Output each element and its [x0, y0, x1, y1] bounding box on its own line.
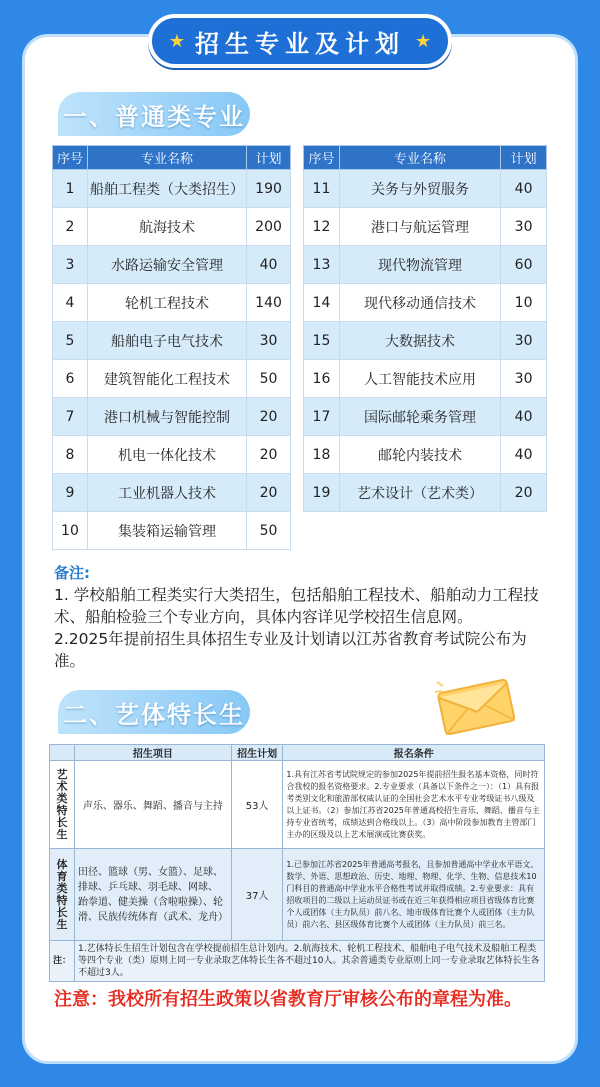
row-plan: 50: [247, 512, 291, 550]
table-row: [304, 360, 547, 398]
row-plan: 60: [501, 246, 547, 284]
row-major-name: 船舶工程类（大类招生）: [87, 170, 246, 208]
row-index: 1: [53, 170, 88, 208]
row-index: 18: [304, 436, 340, 474]
row-plan: 30: [501, 208, 547, 246]
header-major: 专业名称: [87, 146, 246, 170]
row-major-name: 港口与航运管理: [339, 208, 500, 246]
row-index: 6: [53, 360, 88, 398]
major-table-right: [303, 145, 547, 512]
row-index: 5: [53, 322, 88, 360]
row-major-name: 大数据技术: [339, 322, 500, 360]
banner-title-text: 招生专业及计划: [195, 29, 405, 58]
table-row: [53, 246, 291, 284]
row-index: 15: [304, 322, 340, 360]
row-major-name: 现代移动通信技术: [339, 284, 500, 322]
arts-header-category: [50, 745, 75, 761]
arts-conditions: 1.具有江苏省考试院规定的参加2025年提前招生报名基本资格，同时符合我校的报名资格要求。2.专业要求（具备以下条件之一）：（1）具有报考类别文化和旅游部权威认证的全国社会艺术水平专业考级证书八级及以上证书。（2）参加江苏省2025年普通高校招生音乐、舞蹈、播音与主持专业省统考，成绩达到合格线以上。（3）高中阶段参加教育主管部门主办的区级及以上艺术展演或比赛获奖。: [283, 761, 545, 849]
table-row: [53, 436, 291, 474]
table-row: [304, 322, 547, 360]
row-plan: 40: [501, 170, 547, 208]
envelope-icon: [433, 676, 519, 736]
table-row: [53, 360, 291, 398]
row-index: 11: [304, 170, 340, 208]
notes: [54, 562, 554, 672]
row-index: 10: [53, 512, 88, 550]
row-major-name: 国际邮轮乘务管理: [339, 398, 500, 436]
row-index: 2: [53, 208, 88, 246]
sports-category: 体育类特长生: [50, 849, 75, 941]
arts-plan: 53人: [231, 761, 283, 849]
row-major-name: 现代物流管理: [339, 246, 500, 284]
row-major-name: 艺术设计（艺术类）: [339, 474, 500, 512]
table-row: [53, 474, 291, 512]
table-row: [304, 398, 547, 436]
row-index: 3: [53, 246, 88, 284]
row-index: 8: [53, 436, 88, 474]
table-row: [53, 284, 291, 322]
sports-plan: 37人: [231, 849, 283, 941]
table-row: [304, 208, 547, 246]
arts-row: [50, 761, 545, 849]
sports-projects: 田径、篮球（男、女篮）、足球、排球、乒乓球、羽毛球、网球、跆拳道、健美操（含啦啦操）、轮滑、民族传统体育（武术、龙舟）: [75, 849, 232, 941]
row-major-name: 工业机器人技术: [87, 474, 246, 512]
table-row: [304, 170, 547, 208]
row-plan: 190: [247, 170, 291, 208]
header-index: 序号: [53, 146, 88, 170]
footnote-row: [50, 941, 545, 982]
row-major-name: 建筑智能化工程技术: [87, 360, 246, 398]
notes-line-2: 2.2025年提前招生具体招生专业及计划请以江苏省教育考试院公布为准。: [54, 630, 527, 670]
row-major-name: 港口机械与智能控制: [87, 398, 246, 436]
row-plan: 30: [501, 322, 547, 360]
row-index: 4: [53, 284, 88, 322]
row-plan: 20: [247, 436, 291, 474]
row-index: 16: [304, 360, 340, 398]
arts-header-conditions: 报名条件: [283, 745, 545, 761]
row-plan: 40: [501, 436, 547, 474]
row-plan: 50: [247, 360, 291, 398]
arts-header-plan: 招生计划: [231, 745, 283, 761]
row-major-name: 人工智能技术应用: [339, 360, 500, 398]
row-index: 13: [304, 246, 340, 284]
row-plan: 200: [247, 208, 291, 246]
notes-title: 备注:: [54, 564, 90, 582]
sports-row: [50, 849, 545, 941]
header-major: 专业名称: [339, 146, 500, 170]
row-index: 9: [53, 474, 88, 512]
row-major-name: 邮轮内装技术: [339, 436, 500, 474]
section2-title: 二、艺体特长生: [58, 690, 250, 734]
table-row: [304, 436, 547, 474]
row-plan: 20: [501, 474, 547, 512]
table-row: [53, 398, 291, 436]
row-plan: 140: [247, 284, 291, 322]
row-major-name: 轮机工程技术: [87, 284, 246, 322]
row-index: 7: [53, 398, 88, 436]
header-plan: 计划: [501, 146, 547, 170]
footnote-label: 注：: [50, 941, 75, 982]
table-row: [53, 208, 291, 246]
row-index: 17: [304, 398, 340, 436]
banner-title: [148, 14, 452, 68]
arts-category: 艺术类特长生: [50, 761, 75, 849]
table-row: [304, 284, 547, 322]
table-row: [53, 170, 291, 208]
row-plan: 30: [501, 360, 547, 398]
table-row: [53, 322, 291, 360]
star-icon: ★: [415, 30, 432, 52]
arts-sports-table: [49, 744, 545, 982]
header-index: 序号: [304, 146, 340, 170]
table-row: [304, 474, 547, 512]
header-plan: 计划: [247, 146, 291, 170]
row-plan: 20: [247, 398, 291, 436]
row-index: 19: [304, 474, 340, 512]
row-plan: 20: [247, 474, 291, 512]
row-index: 12: [304, 208, 340, 246]
arts-header-project: 招生项目: [75, 745, 232, 761]
section1-title: 一、普通类专业: [58, 92, 250, 136]
row-plan: 40: [247, 246, 291, 284]
row-index: 14: [304, 284, 340, 322]
row-major-name: 关务与外贸服务: [339, 170, 500, 208]
row-plan: 30: [247, 322, 291, 360]
row-plan: 40: [501, 398, 547, 436]
row-major-name: 水路运输安全管理: [87, 246, 246, 284]
arts-projects: 声乐、器乐、舞蹈、播音与主持: [75, 761, 232, 849]
row-major-name: 船舶电子电气技术: [87, 322, 246, 360]
star-icon: ★: [168, 30, 185, 52]
footnote-text: 1.艺体特长生招生计划包含在学校提前招生总计划内。2.航海技术、轮机工程技术、船舶电子电气技术及船舶工程类等四个专业（类）原则上同一专业录取艺体特长生各不超过10人。其余普通类专业原则上同一专业录取艺体特长生各不超过3人。: [75, 941, 545, 982]
row-major-name: 机电一体化技术: [87, 436, 246, 474]
row-major-name: 集装箱运输管理: [87, 512, 246, 550]
table-row: [304, 246, 547, 284]
notes-line-1: 1. 学校船舶工程类实行大类招生，包括船舶工程技术、船舶动力工程技术、船舶检验三个专业方向，具体内容详见学校招生信息网。: [54, 586, 539, 626]
row-major-name: 航海技术: [87, 208, 246, 246]
row-plan: 10: [501, 284, 547, 322]
major-table-left: [52, 145, 291, 550]
sports-conditions: 1.已参加江苏省2025年普通高考报名，且参加普通高中学业水平语文、数学、外语、思想政治、历史、地理、物理、化学、生物、信息技术10门科目的普通高中学业水平合格性考试并取得成绩。2.专业要求：具有招收项目的二级以上运动员证书或在近三年获得相应项目省级体育比赛个人或团体（主力队员）前八名、地市级体育比赛个人或团体（主力队员）前六名、县区级体育比赛个人或团体（主力队员）前三名。: [283, 849, 545, 941]
final-note: 注意：我校所有招生政策以省教育厅审核公布的章程为准。: [54, 989, 522, 1010]
table-row: [53, 512, 291, 550]
